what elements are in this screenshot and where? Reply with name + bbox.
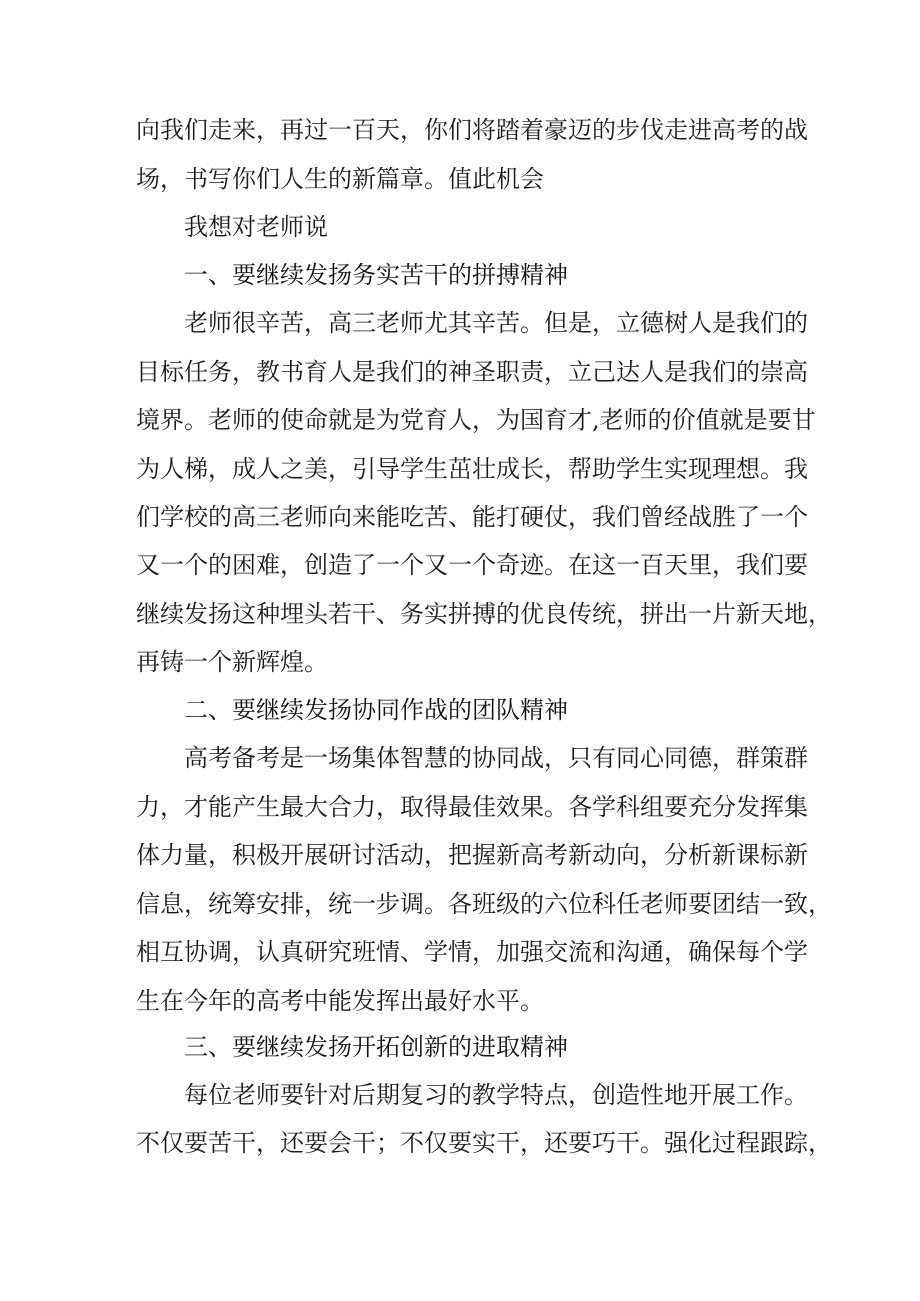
section-2-paragraph-line: 相互协调，认真研究班情、学情，加强交流和沟通，确保每个学: [136, 938, 808, 966]
section-2-paragraph-line: 信息，统筹安排，统一步调。各班级的六位科任老师要团结一致，: [136, 890, 832, 918]
section-1-paragraph-line: 又一个的困难，创造了一个又一个奇迹。在这一百天里，我们要: [136, 551, 808, 579]
section-2-paragraph-line: 体力量，积极开展研讨活动，把握新高考新动向，分析新课标新: [136, 841, 808, 869]
section-1-paragraph-line: 继续发扬这种埋头若干、务实拼搏的优良传统，拼出一片新天地，: [136, 600, 832, 628]
section-3-paragraph-line: 不仅要苦干，还要会干；不仅要实干，还要巧干。强化过程跟踪，: [136, 1129, 832, 1157]
section-3-paragraph-line: 每位老师要针对后期复习的教学特点，创造性地开展工作。: [184, 1081, 808, 1109]
section-1-heading: 一、要继续发扬务实苦干的拼搏精神: [184, 261, 568, 289]
address-line: 我想对老师说: [184, 213, 328, 241]
section-3-heading: 三、要继续发扬开拓创新的进取精神: [184, 1033, 568, 1061]
section-2-heading: 二、要继续发扬协同作战的团队精神: [184, 696, 568, 724]
opening-line-1: 向我们走来，再过一百天，你们将踏着豪迈的步伐走进高考的战: [136, 116, 808, 144]
opening-line-2: 场，书写你们人生的新篇章。值此机会: [136, 165, 544, 193]
section-2-paragraph-line: 生在今年的高考中能发挥出最好水平。: [136, 987, 544, 1015]
section-1-paragraph-line: 再铸一个新辉煌。: [136, 648, 328, 676]
section-1-paragraph-line: 为人梯，成人之美，引导学生茁壮成长，帮助学生实现理想。我: [136, 455, 808, 483]
section-2-paragraph-line: 高考备考是一场集体智慧的协同战，只有同心同德，群策群: [184, 744, 808, 772]
section-1-paragraph-line: 境界。老师的使命就是为党育人，为国育才,老师的价值就是要甘: [136, 406, 816, 434]
section-2-paragraph-line: 力，才能产生最大合力，取得最佳效果。各学科组要充分发挥集: [136, 793, 808, 821]
section-1-paragraph-line: 老师很辛苦，高三老师尤其辛苦。但是，立德树人是我们的: [184, 309, 808, 337]
section-1-paragraph-line: 目标任务，教书育人是我们的神圣职责，立己达人是我们的崇高: [136, 358, 808, 386]
section-1-paragraph-line: 们学校的高三老师向来能吃苦、能打硬仗，我们曾经战胜了一个: [136, 503, 808, 531]
